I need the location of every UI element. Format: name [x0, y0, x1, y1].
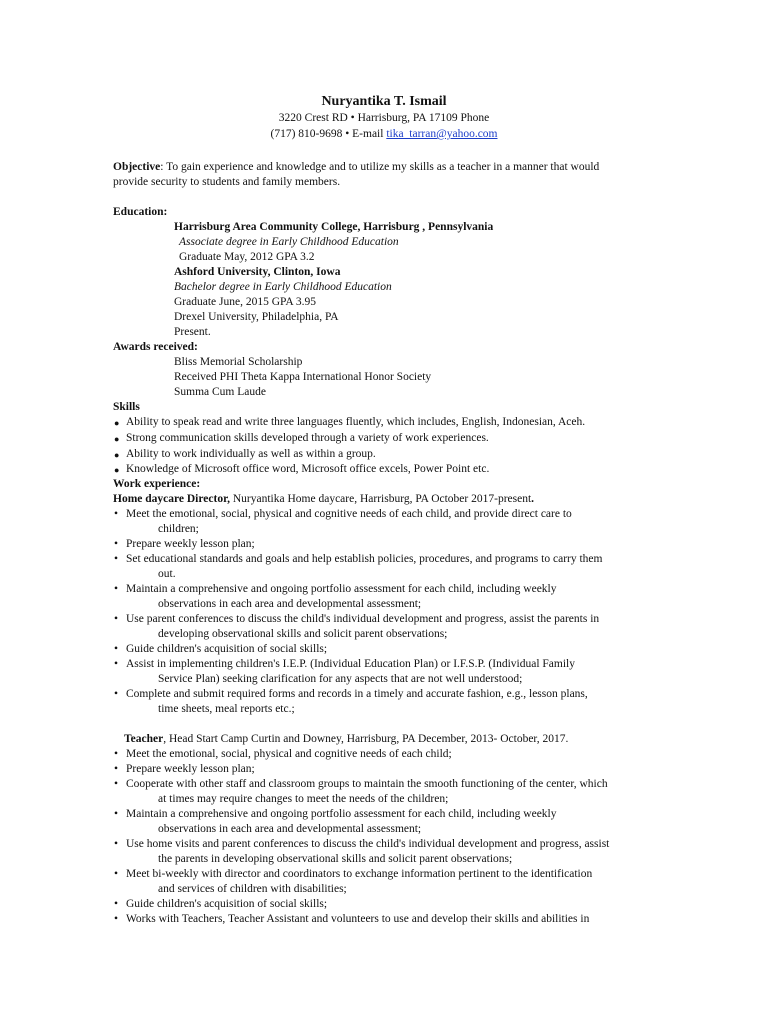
contact-line: [0, 127, 768, 142]
award-item: Received PHI Theta Kappa International Honor Society: [174, 371, 432, 383]
bullet-icon: ●: [114, 434, 120, 444]
job-1-detail: Nuryantika Home daycare, Harrisburg, PA October 2017-present: [230, 493, 532, 505]
job-1-period: .: [531, 493, 535, 505]
bullet-icon: •: [114, 778, 119, 790]
bullet-icon: ●: [114, 465, 120, 475]
duty-text: Maintain a comprehensive and ongoing portfolio assessment for each child, including weekly: [126, 808, 557, 820]
duty-text: Use parent conferences to discuss the child's individual development and progress, assist the parents in: [126, 613, 600, 625]
duty-text-cont: the parents in developing observational skills and solicit parent observations;: [158, 853, 513, 865]
bullet-icon: •: [114, 838, 119, 850]
bullet-icon: ●: [114, 450, 120, 460]
skills-heading: Skills: [113, 401, 140, 413]
duty-text: Complete and submit required forms and records in a timely and accurate fashion, e.g., lesson plans,: [126, 688, 588, 700]
duty-text: Meet the emotional, social, physical and cognitive needs of each child;: [126, 748, 452, 760]
duty-text: Meet bi-weekly with director and coordinators to exchange information pertinent to the identification: [126, 868, 593, 880]
duty-text: Prepare weekly lesson plan;: [126, 538, 255, 550]
duty-text-cont: Service Plan) seeking clarification for any aspects that are not well understood;: [158, 673, 523, 685]
bullet-icon: •: [114, 553, 119, 565]
duty-text: Guide children's acquisition of social skills;: [126, 898, 328, 910]
objective-text: : To gain experience and knowledge and to utilize my skills as a teacher in a manner that would: [160, 161, 600, 173]
bullet-icon: •: [114, 658, 119, 670]
duty-text: Use home visits and parent conferences to discuss the child's individual development and progress, assist: [126, 838, 610, 850]
job-1-heading: [113, 492, 534, 507]
bullet-icon: •: [114, 763, 119, 775]
job-2-detail: , Head Start Camp Curtin and Downey, Harrisburg, PA December, 2013- October, 2017.: [163, 733, 569, 745]
duty-text-cont: observations in each area and developmental assessment;: [158, 598, 422, 610]
bullet-icon: •: [114, 898, 119, 910]
education-degree-1: Associate degree in Early Childhood Education: [179, 236, 399, 248]
duty-text: Works with Teachers, Teacher Assistant and volunteers to use and develop their skills and abilities in: [126, 913, 590, 925]
bullet-icon: •: [114, 868, 119, 880]
duty-text: Meet the emotional, social, physical and cognitive needs of each child, and provide direct care to: [126, 508, 572, 520]
duty-text-cont: time sheets, meal reports etc.;: [158, 703, 295, 715]
duty-text: Set educational standards and goals and help establish policies, procedures, and programs to carry them: [126, 553, 603, 565]
education-school-2: Ashford University, Clinton, Iowa: [174, 266, 341, 278]
education-grad-2: Graduate June, 2015 GPA 3.95: [174, 296, 317, 308]
duty-text: Assist in implementing children's I.E.P. (Individual Education Plan) or I.F.S.P. (Individual Family: [126, 658, 575, 670]
education-school-3: Drexel University, Philadelphia, PA: [174, 311, 339, 323]
job-1-title: Home daycare Director,: [113, 493, 230, 505]
bullet-icon: ●: [114, 418, 120, 428]
education-grad-1: Graduate May, 2012 GPA 3.2: [179, 251, 315, 263]
work-heading: Work experience:: [113, 478, 201, 490]
address-line: 3220 Crest RD • Harrisburg, PA 17109 Phone: [278, 112, 490, 124]
education-heading: Education:: [113, 206, 168, 218]
objective-line-2: provide security to students and family members.: [113, 176, 341, 188]
duty-text: Maintain a comprehensive and ongoing portfolio assessment for each child, including weekly: [126, 583, 557, 595]
resume-name: Nuryantika T. Ismail: [321, 94, 447, 109]
bullet-icon: •: [114, 913, 119, 925]
bullet-icon: •: [114, 583, 119, 595]
objective-label: Objective: [113, 161, 161, 173]
duty-text: Prepare weekly lesson plan;: [126, 763, 255, 775]
education-school-1: Harrisburg Area Community College, Harrisburg , Pennsylvania: [174, 221, 494, 233]
bullet-icon: •: [114, 643, 119, 655]
skill-text: Knowledge of Microsoft office word, Microsoft office excels, Power Point etc.: [126, 463, 490, 475]
job-2-title: Teacher: [124, 733, 164, 745]
education-degree-2: Bachelor degree in Early Childhood Education: [174, 281, 392, 293]
award-item: Bliss Memorial Scholarship: [174, 356, 303, 368]
duty-text: Cooperate with other staff and classroom groups to maintain the smooth functioning of the center, which: [126, 778, 608, 790]
duty-text-cont: children;: [158, 523, 199, 535]
bullet-icon: •: [114, 808, 119, 820]
skill-text: Ability to speak read and write three languages fluently, which includes, English, Indonesian, Aceh.: [126, 416, 586, 428]
skill-text: Strong communication skills developed through a variety of work experiences.: [126, 432, 489, 444]
bullet-icon: •: [114, 508, 119, 520]
job-2-heading: [124, 732, 568, 747]
phone-text: (717) 810-9698 • E-mail: [270, 128, 387, 140]
email-link[interactable]: tika_tarran@yahoo.com: [386, 128, 498, 140]
award-item: Summa Cum Laude: [174, 386, 266, 398]
duty-text: Guide children's acquisition of social skills;: [126, 643, 328, 655]
bullet-icon: •: [114, 538, 119, 550]
skill-text: Ability to work individually as well as within a group.: [126, 448, 376, 460]
education-grad-3: Present.: [174, 326, 211, 338]
duty-text-cont: at times may require changes to meet the needs of the children;: [158, 793, 449, 805]
bullet-icon: •: [114, 613, 119, 625]
objective-line-1: [113, 160, 599, 175]
duty-text-cont: out.: [158, 568, 176, 580]
duty-text-cont: developing observational skills and solicit parent observations;: [158, 628, 448, 640]
bullet-icon: •: [114, 688, 119, 700]
duty-text-cont: observations in each area and developmental assessment;: [158, 823, 422, 835]
duty-text-cont: and services of children with disabilities;: [158, 883, 347, 895]
bullet-icon: •: [114, 748, 119, 760]
awards-heading: Awards received:: [113, 341, 198, 353]
